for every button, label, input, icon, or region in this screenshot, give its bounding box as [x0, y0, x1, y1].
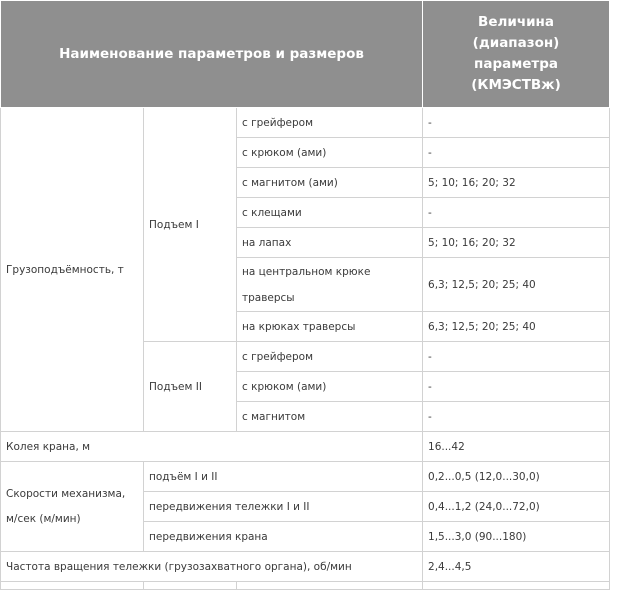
value-cell: 6,3; 12,5; 20; 25; 40	[423, 258, 610, 312]
param-cell: подъём I и II	[144, 462, 423, 492]
header-value-line: параметра	[474, 56, 559, 72]
value-cell: 6,3; 12,5; 20; 25; 40	[423, 312, 610, 342]
param-cell: с клещами	[237, 198, 423, 228]
param-cell: с крюком (ами)	[237, 372, 423, 402]
param-cell: на лапах	[237, 228, 423, 258]
value-cell: 2,4...4,5	[423, 552, 610, 582]
param-cell: с крюком (ами)	[237, 138, 423, 168]
hoist-1-label: Подъем I	[144, 108, 237, 342]
value-cell: 0,4...1,2 (24,0...72,0)	[423, 492, 610, 522]
empty-cell	[237, 582, 423, 590]
table-row	[1, 432, 610, 462]
param-cell: на центральном крюке траверсы	[237, 258, 423, 312]
crane-gauge-label: Колея крана, м	[1, 432, 423, 462]
rotation-label: Частота вращения тележки (грузозахватного органа), об/мин	[1, 552, 423, 582]
param-cell: с грейфером	[237, 108, 423, 138]
value-cell: -	[423, 198, 610, 228]
value-cell: 1,5...3,0 (90...180)	[423, 522, 610, 552]
value-cell: -	[423, 108, 610, 138]
param-cell: с магнитом	[237, 402, 423, 432]
header-param-value	[423, 1, 610, 108]
value-cell: 16...42	[423, 432, 610, 462]
empty-cell	[144, 582, 237, 590]
empty-cell	[423, 582, 610, 590]
lifting-capacity-label: Грузоподъёмность, т	[1, 108, 144, 432]
value-cell: -	[423, 138, 610, 168]
value-cell: 0,2...0,5 (12,0...30,0)	[423, 462, 610, 492]
table-row	[1, 462, 610, 492]
value-cell: -	[423, 402, 610, 432]
speeds-label: Скорости механизма, м/сек (м/мин)	[1, 462, 144, 552]
table-row	[1, 552, 610, 582]
value-cell: -	[423, 342, 610, 372]
param-cell: передвижения крана	[144, 522, 423, 552]
value-cell: -	[423, 372, 610, 402]
header-param-name: Наименование параметров и размеров	[1, 1, 423, 108]
table-row-partial	[1, 582, 610, 590]
param-cell: на крюках траверсы	[237, 312, 423, 342]
empty-cell	[1, 582, 144, 590]
param-cell: передвижения тележки I и II	[144, 492, 423, 522]
header-value-line: (КМЭСТВж)	[471, 77, 561, 93]
table-row	[1, 108, 610, 138]
param-cell: с грейфером	[237, 342, 423, 372]
value-cell: 5; 10; 16; 20; 32	[423, 228, 610, 258]
value-cell: 5; 10; 16; 20; 32	[423, 168, 610, 198]
header-value-line: (диапазон)	[472, 35, 560, 51]
param-cell: с магнитом (ами)	[237, 168, 423, 198]
hoist-2-label: Подъем II	[144, 342, 237, 432]
header-value-line: Величина	[478, 14, 554, 30]
